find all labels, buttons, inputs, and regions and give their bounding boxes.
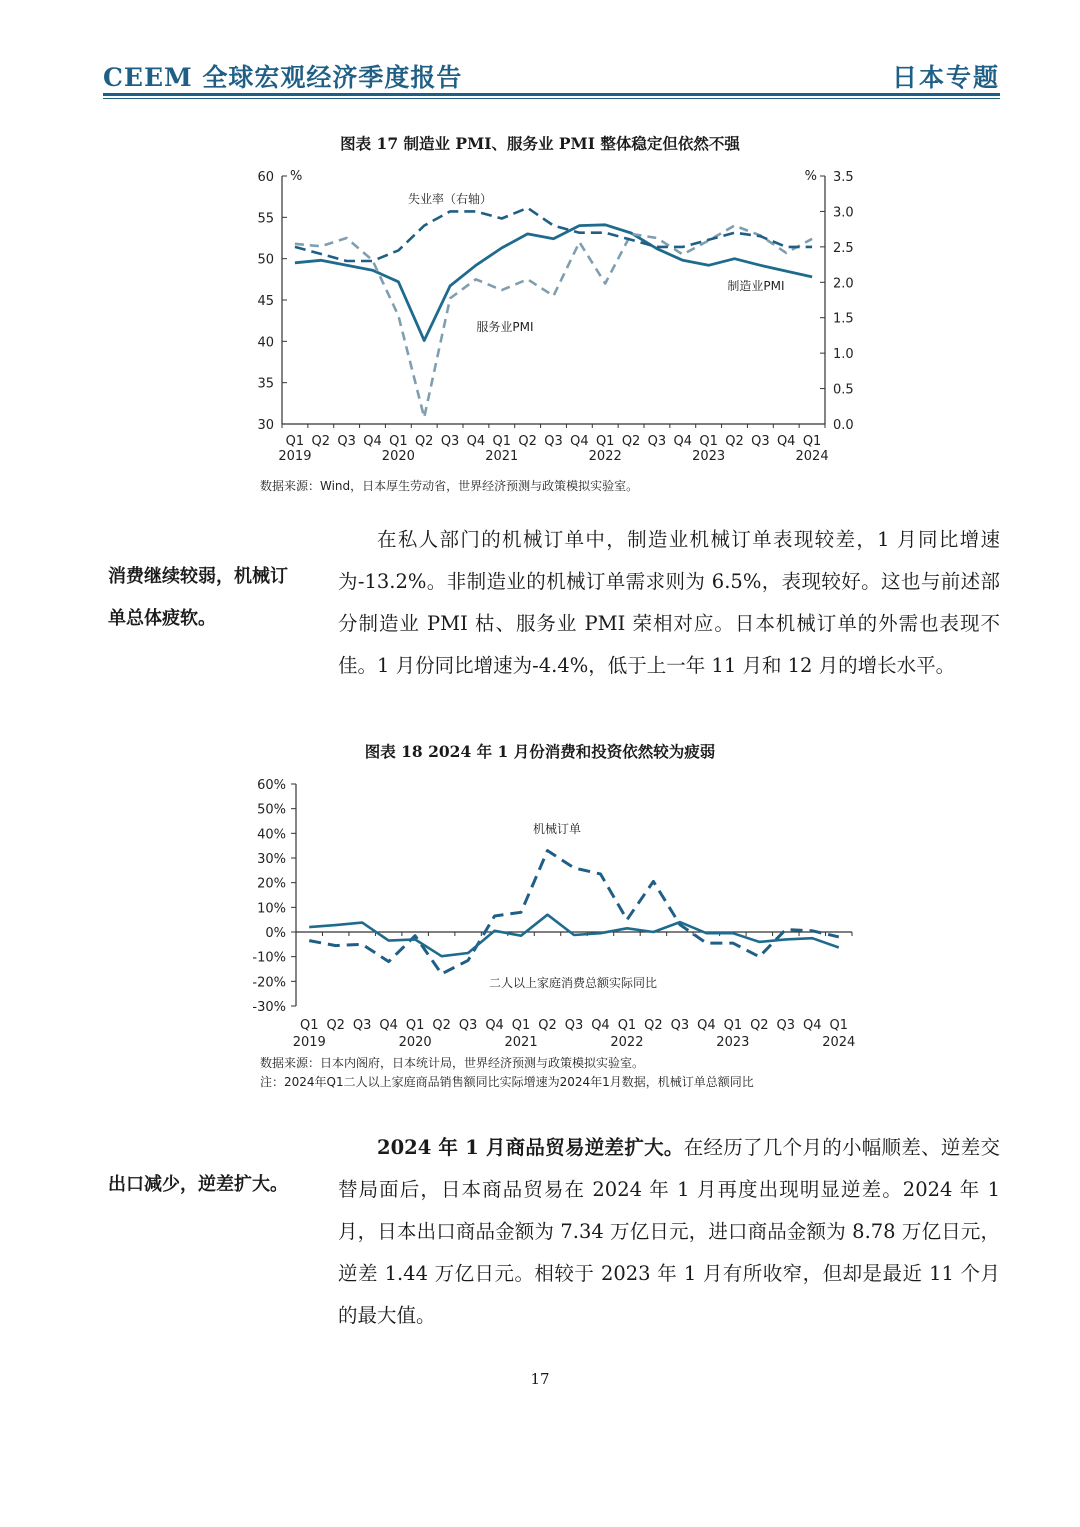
x-quarter-label: Q4 xyxy=(697,1018,716,1033)
left-tick-label: 50% xyxy=(257,802,286,818)
annotation-unemployment: 失业率（右轴） xyxy=(407,192,493,206)
x-quarter-label: Q2 xyxy=(432,1018,451,1033)
x-quarter-label: Q1 xyxy=(829,1018,849,1033)
side-note-exports: 出口减少，逆差扩大。 xyxy=(108,1174,288,1195)
left-tick-label: 30% xyxy=(257,852,286,867)
annotation-machinery-orders: 机械订单 xyxy=(532,822,582,836)
x-year-label: 2023 xyxy=(716,1035,750,1050)
left-tick-label: -20% xyxy=(252,975,286,991)
figure-17-title: 图表 17 制造业 PMI、服务业 PMI 整体稳定但依然不强 xyxy=(340,134,740,153)
left-tick-label: 30 xyxy=(257,418,274,433)
x-year-label: 2020 xyxy=(381,449,415,464)
left-tick-label: 45 xyxy=(257,294,274,309)
series-line-服务业PMI xyxy=(295,226,812,418)
figure-17-series xyxy=(295,208,812,418)
x-quarter-label: Q2 xyxy=(311,434,331,449)
right-tick-label: 0.0 xyxy=(833,418,854,433)
figure-17-labels xyxy=(257,169,853,464)
side-note-consumption: 消费继续较弱，机械订单总体疲软。 xyxy=(108,566,288,629)
x-quarter-label: Q1 xyxy=(699,434,718,449)
left-tick-label: 55 xyxy=(257,211,274,227)
x-year-label: 2022 xyxy=(610,1035,644,1050)
x-year-label: 2019 xyxy=(292,1035,326,1050)
figure-17-chart xyxy=(240,160,854,470)
header-rule-thin xyxy=(103,98,1000,99)
x-quarter-label: Q1 xyxy=(492,434,512,449)
x-year-label: 2024 xyxy=(822,1035,856,1050)
right-tick-label: 0.5 xyxy=(833,382,854,398)
x-quarter-label: Q2 xyxy=(621,434,641,449)
right-tick-label: 3.0 xyxy=(833,205,854,221)
right-tick-label: 2.0 xyxy=(833,276,854,292)
x-year-label: 2023 xyxy=(692,449,726,464)
x-quarter-label: Q4 xyxy=(485,1018,504,1033)
left-tick-label: -10% xyxy=(252,950,286,966)
figure-17-source: 数据来源：Wind，日本厚生劳动省，世界经济预测与政策模拟实验室。 xyxy=(260,479,639,493)
x-quarter-label: Q4 xyxy=(570,434,589,449)
x-quarter-label: Q4 xyxy=(591,1018,610,1033)
left-tick-label: 50 xyxy=(257,252,274,268)
x-year-label: 2021 xyxy=(485,449,519,464)
x-quarter-label: Q2 xyxy=(326,1018,345,1033)
left-tick-label: 40 xyxy=(257,335,274,351)
x-quarter-label: Q1 xyxy=(511,1018,531,1033)
x-quarter-label: Q3 xyxy=(647,434,667,449)
right-tick-label: 3.5 xyxy=(833,170,854,185)
annotation-services-pmi: 服务业PMI xyxy=(476,320,534,334)
left-tick-label: -30% xyxy=(252,1000,286,1015)
x-quarter-label: Q4 xyxy=(803,1018,822,1033)
x-year-label: 2020 xyxy=(398,1035,432,1050)
x-quarter-label: Q3 xyxy=(544,434,563,449)
series-line-失业率（右轴） xyxy=(295,208,812,261)
x-quarter-label: Q3 xyxy=(564,1018,584,1033)
figure-18-series xyxy=(309,851,839,974)
x-quarter-label: Q1 xyxy=(617,1018,637,1033)
x-quarter-label: Q2 xyxy=(518,434,537,449)
x-year-label: 2019 xyxy=(278,449,312,464)
series-line-机械订单 xyxy=(309,851,839,974)
paragraph-trade-lead: 2024 年 1 月商品贸易逆差扩大。 xyxy=(377,1136,684,1159)
x-quarter-label: Q3 xyxy=(751,434,770,449)
x-quarter-label: Q2 xyxy=(538,1018,557,1033)
x-quarter-label: Q4 xyxy=(379,1018,398,1033)
x-quarter-label: Q1 xyxy=(285,434,305,449)
annotation-manufacturing-pmi: 制造业PMI xyxy=(727,279,785,293)
report-title: CEEM 全球宏观经济季度报告 xyxy=(103,63,463,92)
header-rule xyxy=(103,93,1000,96)
x-quarter-label: Q4 xyxy=(776,434,796,449)
x-quarter-label: Q2 xyxy=(725,434,744,449)
x-quarter-label: Q3 xyxy=(776,1018,796,1033)
figure-18-title: 图表 18 2024 年 1 月份消费和投资依然较为疲弱 xyxy=(364,742,716,761)
figure-18-source: 数据来源：日本内阁府，日本统计局，世界经济预测与政策模拟实验室。 xyxy=(260,1056,645,1070)
x-quarter-label: Q4 xyxy=(673,434,693,449)
figure-18-labels xyxy=(252,778,855,1050)
left-tick-label: 10% xyxy=(257,901,286,917)
figure-18-chart xyxy=(240,770,860,1055)
x-quarter-label: Q4 xyxy=(466,434,486,449)
x-quarter-label: Q4 xyxy=(363,434,382,449)
x-quarter-label: Q3 xyxy=(440,434,460,449)
x-quarter-label: Q1 xyxy=(595,434,615,449)
figure-18-note: 注：2024年Q1二人以上家庭商品销售额同比实际增速为2024年1月数据，机械订单总额同比 xyxy=(260,1075,754,1089)
annotation-household-consumption: 二人以上家庭消费总额实际同比 xyxy=(488,976,658,990)
x-quarter-label: Q1 xyxy=(299,1018,319,1033)
x-year-label: 2022 xyxy=(588,449,622,464)
left-tick-label: 20% xyxy=(257,876,286,892)
x-quarter-label: Q3 xyxy=(337,434,356,449)
right-tick-label: 2.5 xyxy=(833,240,854,256)
x-quarter-label: Q3 xyxy=(352,1018,372,1033)
page-number: 17 xyxy=(530,1370,550,1388)
figure-17-axes xyxy=(282,176,825,428)
section-title: 日本专题 xyxy=(891,63,1000,92)
x-quarter-label: Q1 xyxy=(389,434,408,449)
left-tick-label: 35 xyxy=(257,376,274,392)
left-tick-label: 40% xyxy=(257,827,286,843)
x-quarter-label: Q2 xyxy=(414,434,434,449)
left-unit-label: % xyxy=(290,169,303,184)
x-quarter-label: Q3 xyxy=(670,1018,690,1033)
series-line-二人以上家庭消费总额实际同比 xyxy=(309,915,839,957)
x-quarter-label: Q2 xyxy=(644,1018,663,1033)
x-quarter-label: Q2 xyxy=(750,1018,769,1033)
x-quarter-label: Q1 xyxy=(723,1018,743,1033)
right-tick-label: 1.5 xyxy=(833,311,854,327)
paragraph-trade-deficit xyxy=(338,1127,1000,1337)
left-tick-label: 0% xyxy=(265,926,286,941)
right-tick-label: 1.0 xyxy=(833,347,854,363)
paragraph-machinery-orders: 在私人部门的机械订单中，制造业机械订单表现较差，1 月同比增速为-13.2%。非制造业的机械订单需求则为 6.5%，表现较好。这也与前述部分制造业 PMI 枯、服务业 PMI 荣相对应。日本机械订单的外需也表现不佳。1 月份同比增速为-4.4%，低于上一年 11 月和 12 月的增长水平。 xyxy=(338,528,1000,677)
left-tick-label: 60% xyxy=(257,778,286,793)
left-tick-label: 60 xyxy=(257,170,274,185)
x-quarter-label: Q3 xyxy=(458,1018,478,1033)
x-year-label: 2021 xyxy=(504,1035,538,1050)
right-unit-label: % xyxy=(804,169,817,184)
figure-18-axes xyxy=(291,784,852,1006)
x-quarter-label: Q1 xyxy=(802,434,822,449)
paragraph-trade-body: 在经历了几个月的小幅顺差、逆差交替局面后，日本商品贸易在 2024 年 1 月再度出现明显逆差。2024 年 1 月，日本出口商品金额为 7.34 万亿日元，进口商品金额为 8.78 万亿日元，逆差 1.44 万亿日元。相较于 2023 年 1 月有所收窄，但却是最近 11 个月的最大值。 xyxy=(338,1136,1000,1327)
x-quarter-label: Q1 xyxy=(405,1018,425,1033)
x-year-label: 2024 xyxy=(795,449,829,464)
